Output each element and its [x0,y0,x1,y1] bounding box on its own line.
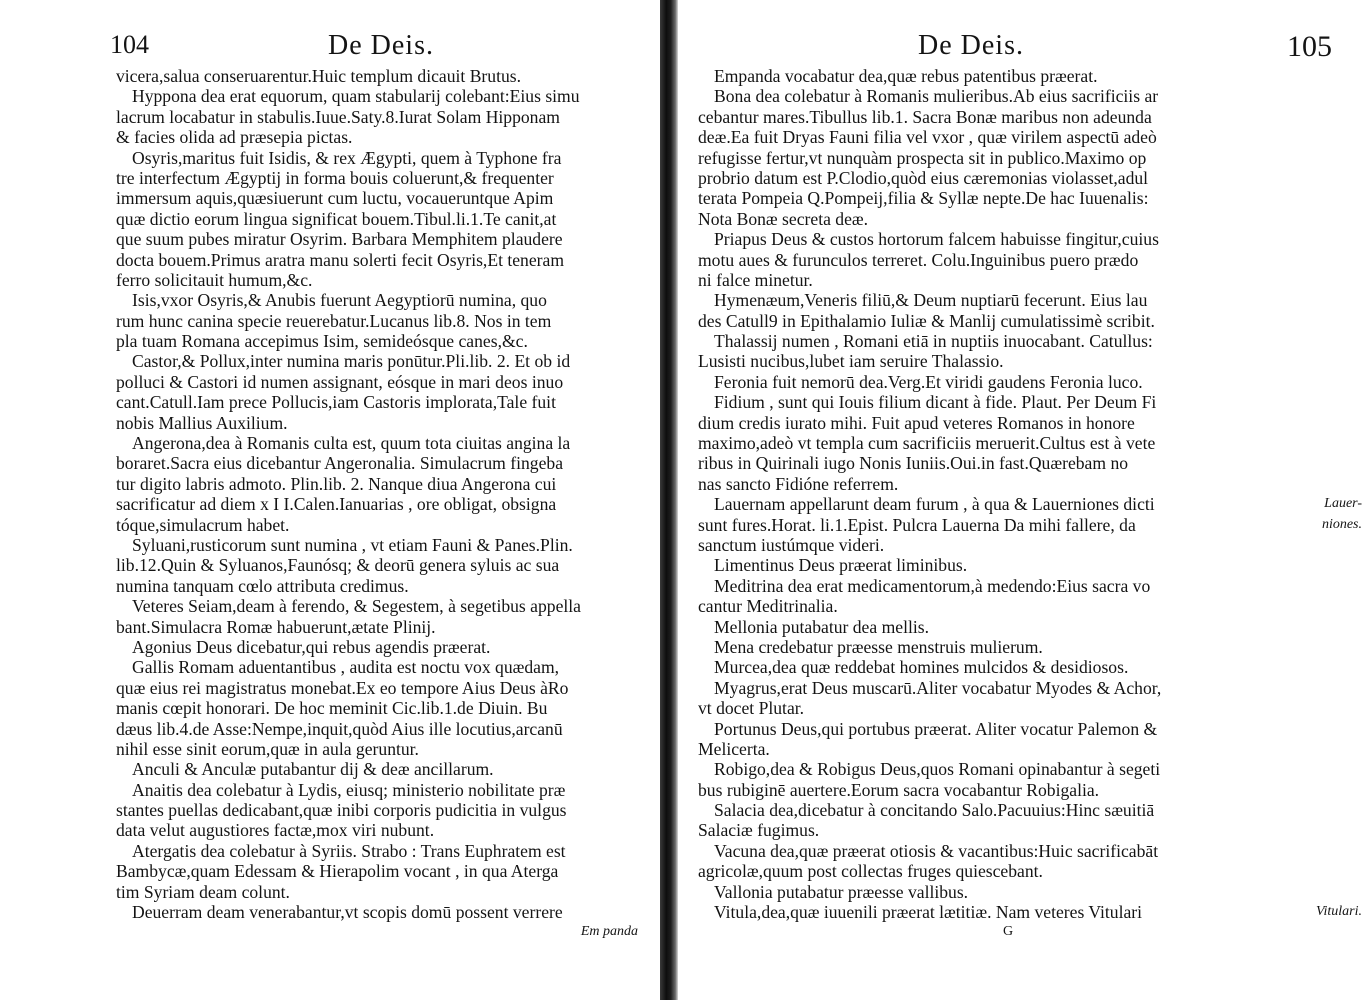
text-line: tóque,simulacrum habet. [116,514,290,535]
text-line: sacrificatur ad diem x I I.Calen.Ianuarias , ore obligat, obsigna [116,494,557,515]
text-line: tre interfectum Ægyptij in forma bouis coluerunt,& frequenter [116,167,554,188]
page-number: 105 [1287,30,1332,63]
text-line: Angerona,dea à Romanis culta est, quum tota ciuitas angina la [132,433,571,454]
text-line: polluci & Castori id numen assignant, eósque in mari deos inuo [116,371,564,392]
text-line: Hyppona dea erat equorum, quam stabularij colebant:Eius simu [132,86,580,107]
catchword: Em panda [580,924,638,940]
left-page [0,0,660,1000]
text-line: Syluani,rusticorum sunt numina , vt etiam Fauni & Panes.Plin. [132,534,573,555]
text-line: Salacia dea,dicebatur à concitando Salo.Pacuuius:Hinc sæuitiā [714,800,1155,821]
text-line: cantur Meditrinalia. [698,596,838,617]
text-line: ferro solicitauit humum,&c. [116,269,313,290]
text-line: & facies olida ad præsepia pictas. [116,127,353,148]
text-line: vt docet Plutar. [698,698,805,719]
text-line: bant.Simulacra Romæ habuerunt,ætate Plinij. [116,616,436,637]
text-line: deæ.Ea fuit Dryas Fauni filia vel vxor , quæ virilem aspectū adeò [698,127,1157,148]
text-line: Agonius Deus dicebatur,qui rebus agendis præerat. [132,636,491,657]
text-line: nihil esse sinit eorum,quæ in aula geruntur. [116,738,419,759]
text-line: boraret.Sacra eius dicebantur Angeronalia. Simulacrum fingeba [116,453,564,474]
margin-note: Lauer- [1324,496,1362,512]
running-head: De Deis. [328,30,434,61]
text-line: cant.Catull.Iam prece Pollucis,iam Castoris implorata,Tale fuit [116,392,556,413]
text-line: Murcea,dea quæ reddebat homines mulcidos & desidiosos. [714,657,1129,678]
text-line: Portunus Deus,qui portubus præerat. Aliter vocatur Palemon & [714,718,1158,739]
text-line: Priapus Deus & custos hortorum falcem habuisse fingitur,cuius [714,229,1159,250]
text-line: Feronia fuit nemorū dea.Verg.Et viridi gaudens Feronia luco. [714,371,1143,392]
text-line: nobis Mallius Auxilium. [116,412,288,433]
text-line: docta bouem.Primus aratra manu solerti fecit Osyris,Et teneram [116,249,565,270]
text-line: Atergatis dea colebatur à Syriis. Strabo : Trans Euphratem est [132,840,566,861]
text-line: Castor,& Pollux,inter numina maris ponūtur.Pli.lib. 2. Et ob id [132,351,571,372]
text-line: Meditrina dea erat medicamentorum,à medendo:Eius sacra vo [714,575,1151,596]
text-line: motu aues & furunculos terreret. Colu.Inguinibus puero prædo [698,249,1139,270]
text-line: quæ dictio eorum lingua significat bouem.Tibul.li.1.Te canit,at [116,208,557,229]
text-line: vicera,salua conseruarentur.Huic templum dicauit Brutus. [116,66,522,86]
text-line: Empanda vocabatur dea,quæ rebus patentibus præerat. [714,66,1098,86]
text-line: Anaitis dea colebatur à Lydis, eiusq; ministerio nobilitate præ [132,779,566,800]
text-line: Nota Bonæ secreta deæ. [698,208,869,229]
text-line: maximo,adeò vt templa cum sacrificiis meruerit.Cultus est à vete [698,433,1156,454]
text-line: lib.12.Quin & Syluanos,Faunósq; & deorū genera syluis ac sua [116,555,560,576]
text-line: Hymenæum,Veneris filiū,& Deum nuptiarū fecerunt. Eius lau [714,290,1148,311]
text-line: des Catull9 in Epithalamio Iuliæ & Manlij cumulatissimè scribit. [698,310,1155,331]
right-page [678,0,1362,1000]
text-line: Gallis Romam aduentantibus , audita est noctu vox quædam, [132,657,560,678]
text-line: lacrum locabatur in stabulis.Iuue.Saty.8.Iurat Solam Hipponam [116,106,560,127]
text-line: Anculi & Anculæ putabantur dij & deæ ancillarum. [132,759,494,780]
text-line: quæ eius rei magistratus monebat.Ex eo tempore Aius Deus àRo [116,677,569,698]
text-line: sunt fures.Horat. li.1.Epist. Pulcra Lauerna Da mihi fallere, da [698,514,1136,535]
text-line: rum hunc canina specie reuerebatur.Lucanus lib.8. Nos in tem [116,310,552,331]
text-line: tim Syriam deam colunt. [116,881,290,902]
book-gutter [660,0,678,1000]
text-line: terata Pompeia Q.Pompeij,filia & Syllæ nepte.De hac Iuuenalis: [698,188,1149,209]
text-line: ni falce minetur. [698,269,813,290]
text-line: numina tanquam cœlo attributa credimus. [116,575,409,596]
text-line: Mena credebatur præesse menstruis mulierum. [714,636,1043,657]
text-line: probrio datum est P.Clodio,quòd eius cæremonias violasset,adul [698,167,1149,188]
text-line: Vacuna dea,quæ præerat otiosis & vacantibus:Huic sacrificabāt [714,840,1159,861]
text-line: dium credis iurato mihi. Fuit apud veteres Romanos in honore [698,412,1135,433]
text-line: Thalassij numen , Romani etiā in nuptiis inuocabant. Catullus: [714,331,1153,352]
left-page-header [110,28,648,66]
text-line: Melicerta. [698,738,770,759]
margin-note: niones. [1321,516,1362,532]
text-line: ribus in Quirinali iugo Nonis Iuniis.Oui.in fast.Quærebam no [698,453,1129,474]
text-line: Robigo,dea & Robigus Deus,quos Romani opinabantur à segeti [714,759,1161,780]
text-line: Salaciæ fugimus. [698,820,820,841]
margin-note: Vitulari. [1315,904,1362,920]
text-line: Vitula,dea,quæ iuuenili præerat lætitiæ. Nam veteres Vitulari [714,902,1143,923]
text-line: refugisse fertur,vt nunquàm prospecta sit in publico.Maximo op [698,147,1147,168]
running-head: De Deis. [918,30,1024,61]
text-line: data velut augustiores factæ,mox viri nubunt. [116,820,435,841]
text-line: Osyris,maritus fuit Isidis, & rex Ægypti, quem à Typhone fra [132,147,562,168]
text-line: Myagrus,erat Deus muscarū.Aliter vocabatur Myodes & Achor, [714,677,1162,698]
text-line: Limentinus Deus præerat liminibus. [714,555,968,576]
text-line: dæus lib.4.de Asse:Nempe,inquit,quòd Aius ille locutius,arcanū [116,718,563,739]
text-line: Bambycæ,quam Edessam & Hierapolim vocant , in qua Aterga [116,861,559,882]
text-line: stantes puellas dedicabant,quæ inibi corporis pudicitia in vulgus [116,800,567,821]
text-line: sanctum iustúmque videri. [698,534,885,555]
text-line: cebantur mares.Tibullus lib.1. Sacra Bonæ maribus non adeunda [698,106,1152,127]
text-line: agricolæ,quum post collectas fruges quiescebant. [698,861,1043,882]
text-line: Lusisti nucibus,lubet iam seruire Thalassio. [698,351,1004,372]
text-line: Bona dea colebatur à Romanis mulieribus.Ab eius sacrificiis ar [714,86,1159,107]
text-line: nas sancto Fidióne referrem. [698,473,899,494]
right-page-text [698,66,1362,923]
left-page-text [116,66,648,922]
text-line: Isis,vxor Osyris,& Anubis fuerunt Aegyptiorū numina, quo [132,290,547,311]
text-line: tur digito labris admoto. Plin.lib. 2. Nanque diua Angerona cui [116,473,557,494]
text-line: immersum aquis,quæsiuerunt cum luctu, vocaueruntque Apim [116,188,554,209]
text-line: Vallonia putabatur præesse vallibus. [714,881,969,902]
signature-mark: G [1002,924,1014,940]
text-line: que suum pubes miratur Osyrim. Barbara Memphitem plaudere [116,229,563,250]
text-line: manis cœpit honorari. De hoc meminit Cic.lib.1.de Diuin. Bu [116,698,548,719]
page-number: 104 [110,30,149,59]
text-line: Fidium , sunt qui Iouis filium dicant à fide. Plaut. Per Deum Fi [714,392,1157,413]
text-line: Veteres Seiam,deam à ferendo, & Segestem, à segetibus appella [132,596,581,617]
text-line: Lauernam appellarunt deam furum , à qua & Lauerniones dicti [714,494,1155,515]
text-line: bus rubiginē auertere.Eorum sacra vocabantur Robigalia. [698,779,1100,800]
right-page-header [698,28,1332,66]
text-line: pla tuam Romana accepimus Isim, semideósque canes,&c. [116,331,528,352]
text-line: Deuerram deam venerabantur,vt scopis domū possent verrere [132,902,563,923]
text-line: Mellonia putabatur dea mellis. [714,616,929,637]
